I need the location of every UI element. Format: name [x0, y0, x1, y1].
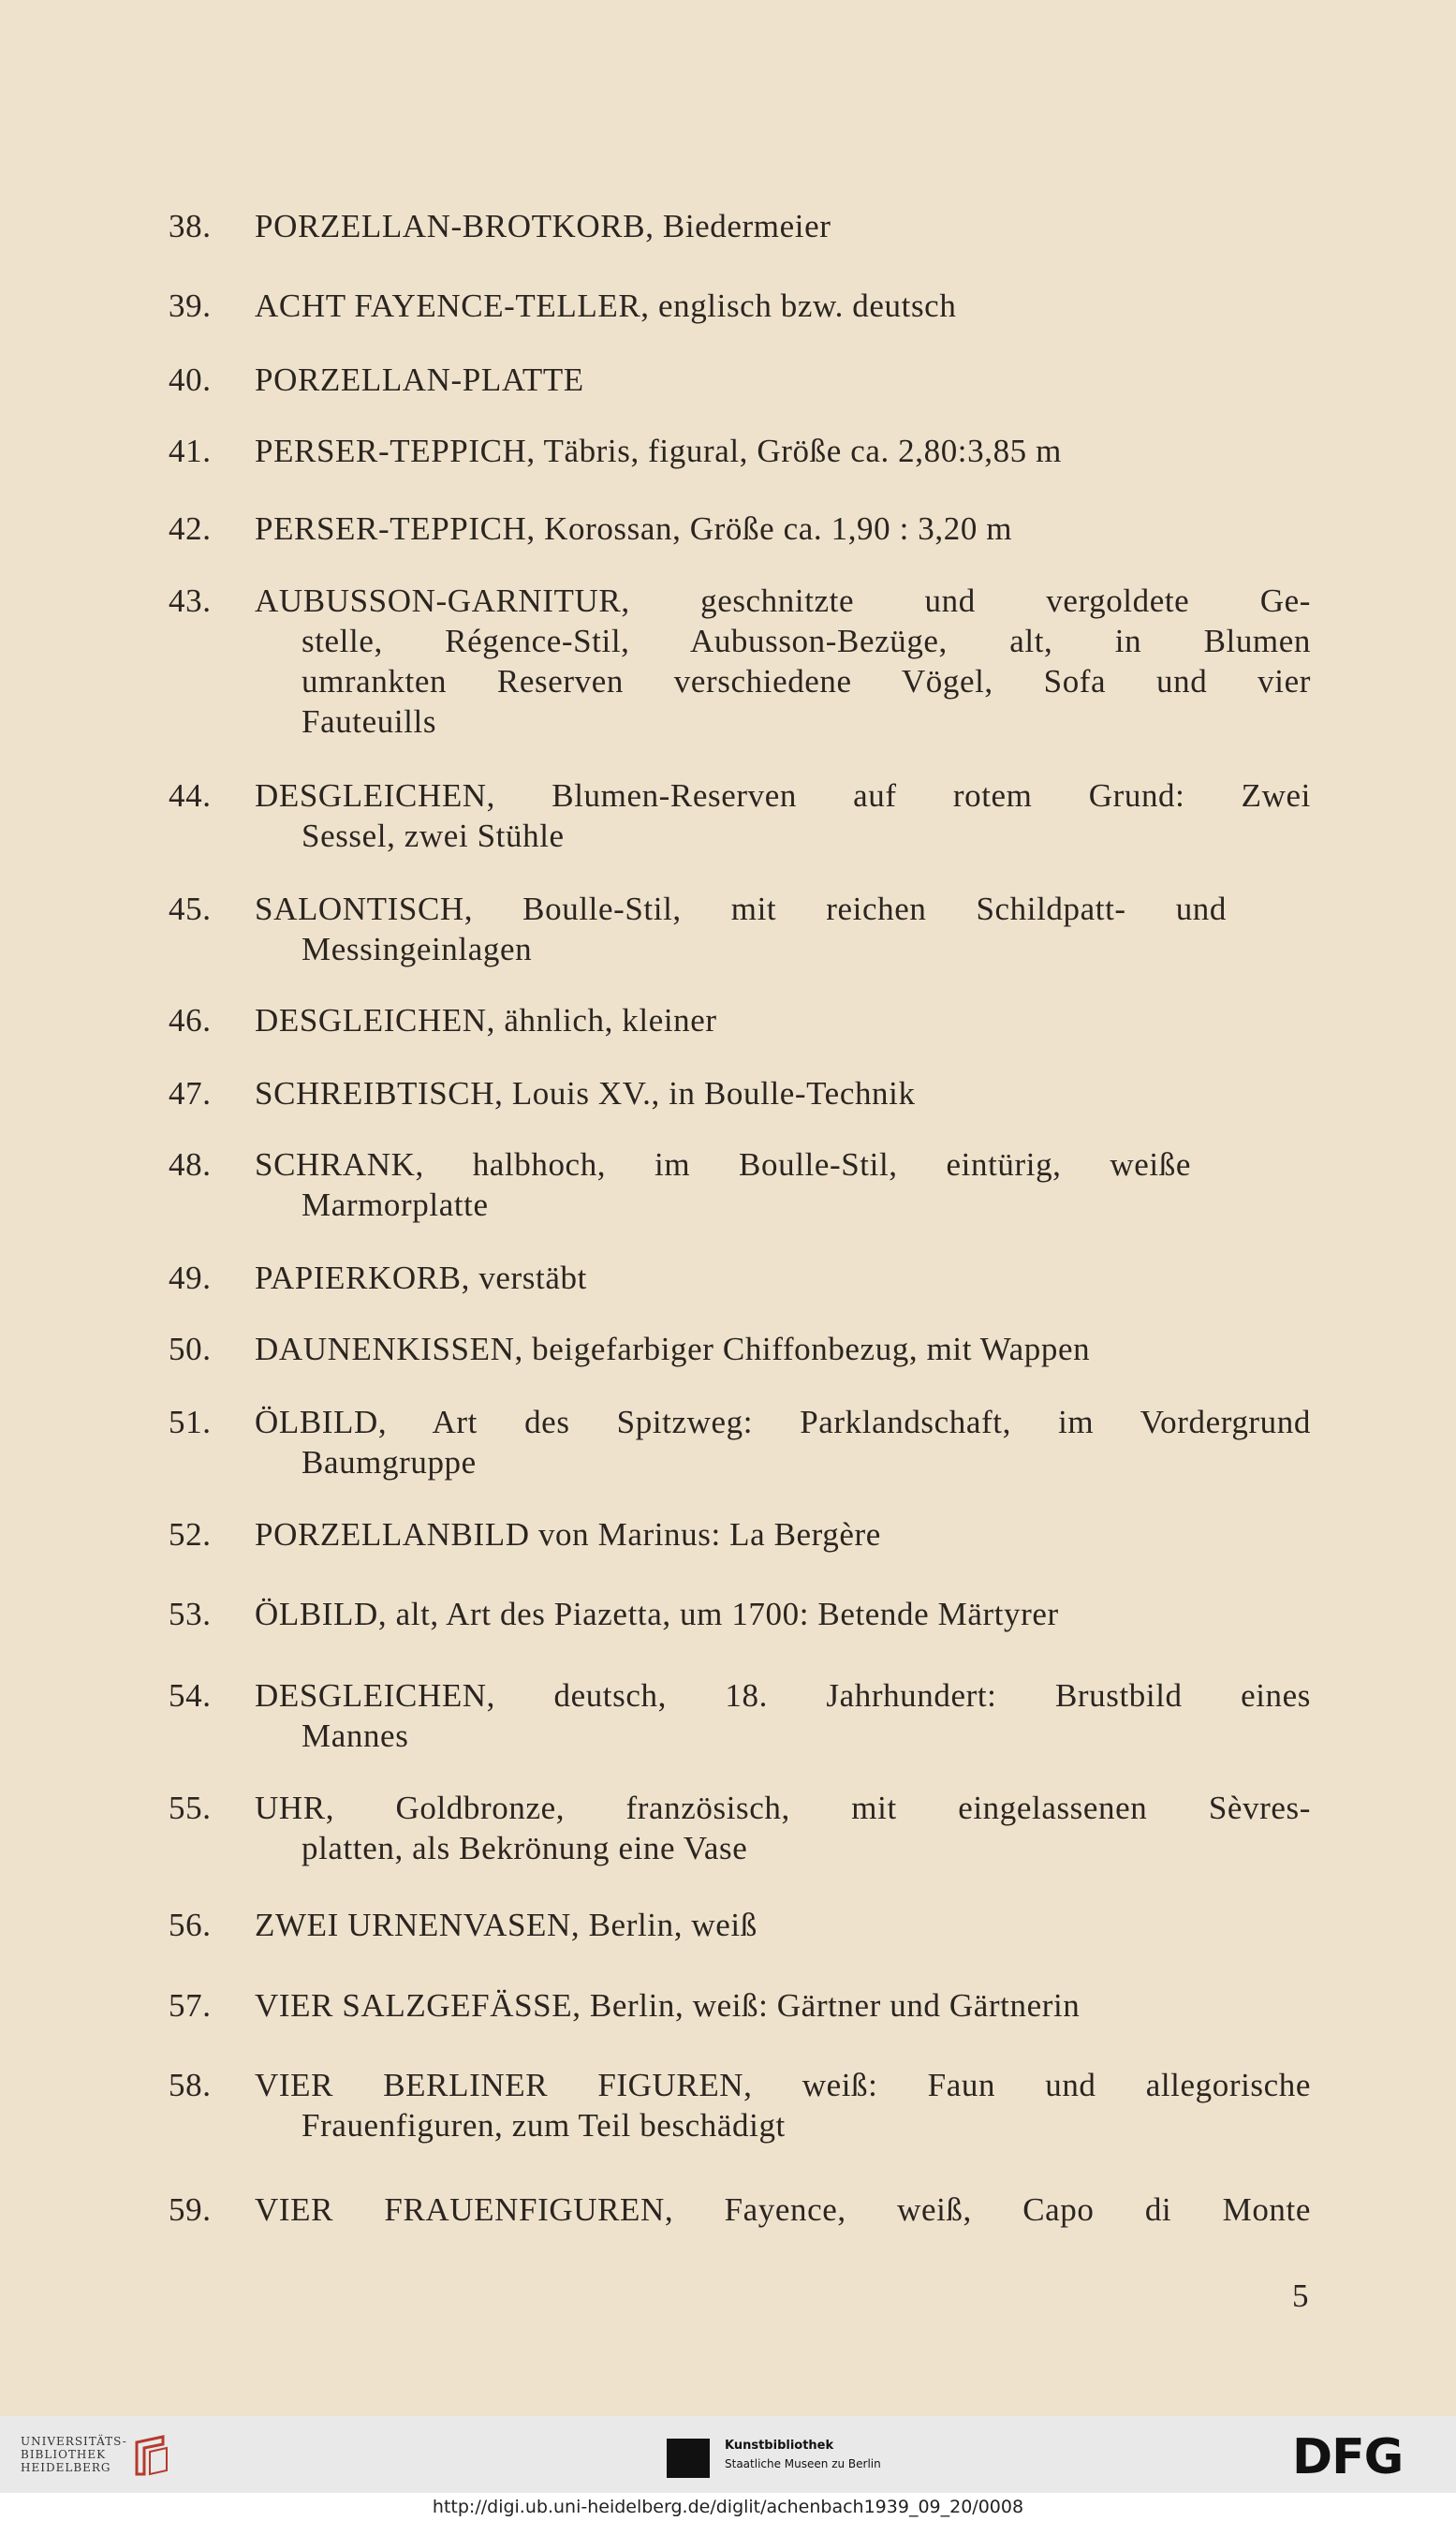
entry-number: 44.: [169, 777, 212, 814]
entry-number: 46.: [169, 1002, 212, 1039]
entry-line: Baumgruppe: [301, 1444, 477, 1481]
entry-line: Sessel, zwei Stühle: [301, 818, 565, 854]
entry-line: UHR, Goldbronze, französisch, mit eingelassenen Sèvres-: [255, 1790, 1311, 1826]
entry-text: [255, 1985, 1311, 2026]
entry-line: Frauenfiguren, zum Teil beschädigt: [301, 2107, 786, 2144]
entry-line: Messingeinlagen: [301, 931, 533, 967]
entry-text: [255, 1514, 1311, 1555]
library-emblem-icon: [131, 2433, 172, 2478]
entry-line: DESGLEICHEN, ähnlich, kleiner: [255, 1002, 717, 1039]
entry-line: PORZELLAN-BROTKORB, Biedermeier: [255, 208, 831, 244]
entry-number: 45.: [169, 891, 212, 927]
entry-text: [255, 1905, 1311, 1945]
entry-number: 40.: [169, 361, 212, 398]
entry-text: [255, 1073, 1311, 1113]
entry-number: 51.: [169, 1404, 212, 1440]
entry-text: [255, 1402, 1311, 1482]
entry-number: 42.: [169, 510, 212, 547]
entry-number: 38.: [169, 208, 212, 244]
entry-line: SCHRANK, halbhoch, im Boulle-Stil, eintürig, weiße: [255, 1146, 1191, 1183]
entry-number: 49.: [169, 1260, 212, 1296]
entry-number: 50.: [169, 1331, 212, 1367]
entry-line: VIER SALZGEFÄSSE, Berlin, weiß: Gärtner und Gärtnerin: [255, 1987, 1081, 2024]
logo-text-line: HEIDELBERG: [21, 2461, 111, 2474]
entry-line: PERSER-TEPPICH, Täbris, figural, Größe ca. 2,80:3,85 m: [255, 433, 1062, 469]
entry-line: ÖLBILD, Art des Spitzweg: Parklandschaft, im Vordergrund: [255, 1404, 1311, 1440]
entry-number: 39.: [169, 287, 212, 324]
entry-line: platten, als Bekrönung eine Vase: [301, 1830, 748, 1866]
entry-number: 59.: [169, 2191, 212, 2228]
entry-number: 52.: [169, 1516, 212, 1553]
entry-line: PORZELLANBILD von Marinus: La Bergère: [255, 1516, 881, 1553]
entry-text: [255, 1258, 1311, 1298]
entry-text: [255, 1788, 1311, 1868]
kunstbibliothek-logo[interactable]: [667, 2437, 910, 2480]
entry-line: PAPIERKORB, verstäbt: [255, 1260, 587, 1296]
entry-line: Mannes: [301, 1718, 409, 1754]
entry-text: [255, 775, 1311, 856]
entry-line: stelle, Régence-Stil, Aubusson-Bezüge, alt, in Blumen: [301, 623, 1311, 659]
entry-text: [255, 2189, 1311, 2230]
entry-text: [255, 1000, 1311, 1040]
entry-line: PERSER-TEPPICH, Korossan, Größe ca. 1,90 : 3,20 m: [255, 510, 1013, 547]
entry-text: [255, 889, 1311, 969]
entry-line: VIER BERLINER FIGUREN, weiß: Faun und allegorische: [255, 2067, 1311, 2103]
entry-number: 41.: [169, 433, 212, 469]
entry-number: 48.: [169, 1146, 212, 1183]
entry-number: 58.: [169, 2067, 212, 2103]
logo-text-line: UNIVERSITÄTS-: [21, 2435, 127, 2448]
source-url[interactable]: http://digi.ub.uni-heidelberg.de/diglit/achenbach1939_09_20/0008: [0, 2493, 1456, 2521]
entry-number: 47.: [169, 1075, 212, 1112]
entry-text: [255, 286, 1311, 326]
entry-line: AUBUSSON-GARNITUR, geschnitzte und vergoldete Ge-: [255, 582, 1311, 619]
entry-number: 56.: [169, 1907, 212, 1943]
entry-text: [255, 1594, 1311, 1634]
entry-line: DAUNENKISSEN, beigefarbiger Chiffonbezug, mit Wappen: [255, 1331, 1091, 1367]
entry-line: DESGLEICHEN, deutsch, 18. Jahrhundert: Brustbild eines: [255, 1677, 1311, 1714]
entry-text: [255, 206, 1311, 246]
entry-text: [255, 581, 1311, 742]
kunstbibliothek-subtitle: Staatliche Museen zu Berlin: [725, 2457, 881, 2470]
entry-text: [255, 509, 1311, 549]
entry-number: 57.: [169, 1987, 212, 2024]
entry-line: Fauteuills: [301, 703, 437, 740]
page-number: 5: [1292, 2278, 1309, 2314]
footer-logo-bar: [0, 2416, 1456, 2493]
entry-number: 54.: [169, 1677, 212, 1714]
entry-line: ACHT FAYENCE-TELLER, englisch bzw. deutsch: [255, 287, 957, 324]
entry-text: [255, 1675, 1311, 1756]
logo-text-line: BIBLIOTHEK: [21, 2448, 107, 2461]
entry-line: DESGLEICHEN, Blumen-Reserven auf rotem Grund: Zwei: [255, 777, 1311, 814]
entry-text: [255, 1144, 1311, 1225]
entry-number: 55.: [169, 1790, 212, 1826]
entry-text: [255, 360, 1311, 400]
entry-number: 43.: [169, 582, 212, 619]
entry-text: [255, 2065, 1311, 2145]
entry-text: [255, 1329, 1311, 1369]
heidelberg-university-library-logo[interactable]: [21, 2433, 189, 2480]
entry-number: 53.: [169, 1596, 212, 1632]
entry-line: VIER FRAUENFIGUREN, Fayence, weiß, Capo di Monte: [255, 2191, 1311, 2228]
entry-line: umrankten Reserven verschiedene Vögel, Sofa und vier: [301, 663, 1311, 700]
entry-text: [255, 431, 1311, 471]
kunstbibliothek-emblem-icon: [667, 2439, 710, 2478]
kunstbibliothek-title: Kunstbibliothek: [725, 2439, 834, 2453]
entry-line: SCHREIBTISCH, Louis XV., in Boulle-Technik: [255, 1075, 916, 1112]
entry-line: Marmorplatte: [301, 1187, 489, 1223]
entry-line: ÖLBILD, alt, Art des Piazetta, um 1700: Betende Märtyrer: [255, 1596, 1059, 1632]
entry-line: ZWEI URNENVASEN, Berlin, weiß: [255, 1907, 757, 1943]
entry-line: PORZELLAN-PLATTE: [255, 361, 584, 398]
entry-line: SALONTISCH, Boulle-Stil, mit reichen Schildpatt- und: [255, 891, 1227, 927]
dfg-logo[interactable]: DFG: [1292, 2429, 1404, 2485]
